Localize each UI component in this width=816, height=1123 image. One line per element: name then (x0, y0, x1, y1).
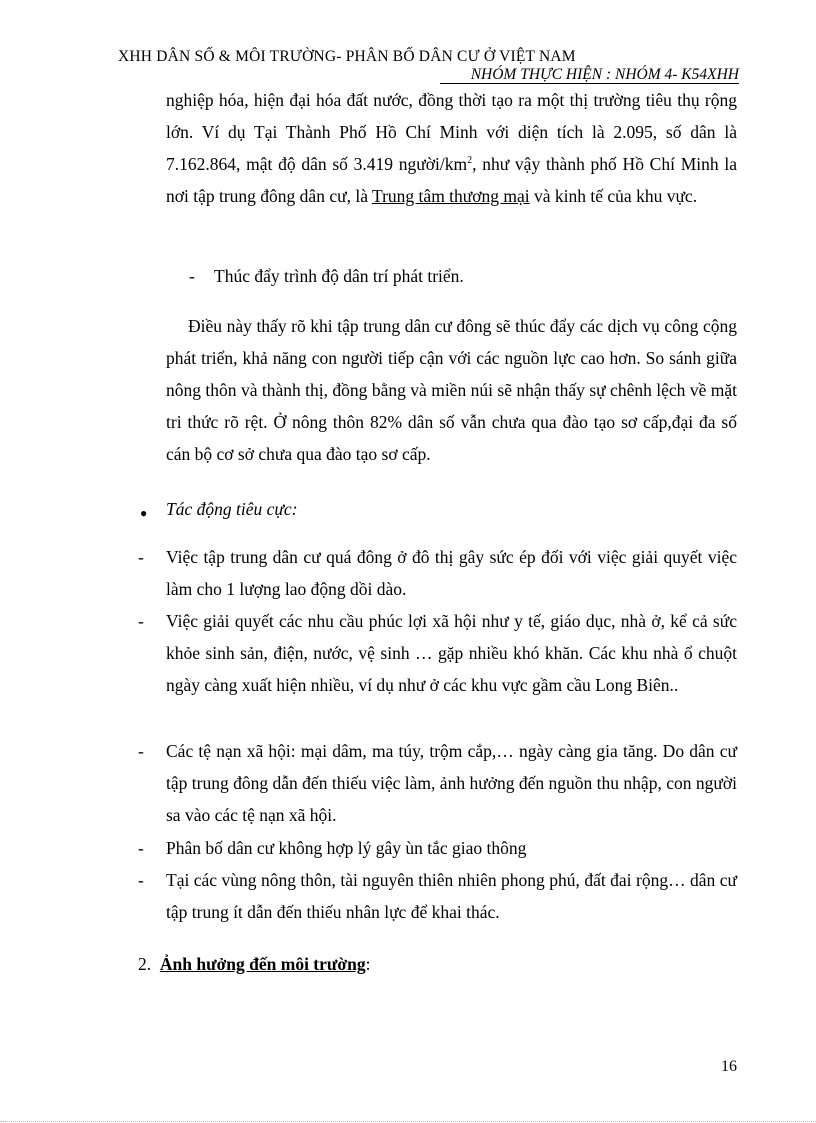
list-item: Phân bố dân cư không hợp lý gây ùn tắc giao thông (166, 838, 527, 858)
running-header-title: XHH DÂN SỐ & MÔI TRƯỜNG- PHÂN BỐ DÂN CƯ Ở VIỆT NAM (118, 48, 576, 65)
superscript: 2 (467, 155, 473, 167)
dash-marker: - (189, 266, 195, 286)
bullet-icon: ● (140, 506, 148, 520)
section-heading (138, 948, 370, 980)
list-dash: - (138, 611, 144, 631)
list-item: Việc giải quyết các nhu cầu phúc lợi xã hội như y tế, giáo dục, nhà ở, kể cả sức khỏe sinh sản, điện, nước, vệ sinh … gặp nhiều khó khăn. Các khu nhà ổ chuột ngày càng xuất hiện nhiều, ví dụ như ở các khu vực gầm cầu Long Biên.. (166, 611, 737, 695)
education-paragraph: Điều này thấy rõ khi tập trung dân cư đông sẽ thúc đẩy các dịch vụ công cộng phát triển, khả năng con người tiếp cận với các nguồn lực cao hơn. So sánh giữa nông thôn và thành thị, đồng bằng và miền núi sẽ nhận thấy sự chênh lệch về mặt tri thức rõ rệt. Ở nông thôn 82% dân số vẫn chưa qua đào tạo sơ cấp,đại đa số cán bộ cơ sở chưa qua đào tạo sơ cấp. (166, 316, 737, 464)
section-number: 2. (138, 954, 152, 974)
section-colon: : (365, 954, 371, 974)
intro-text: nghiệp hóa, hiện đại hóa đất nước, đồng thời tạo ra một thị trường tiêu thụ rộng lớn. Ví dụ Tại Thành Phố Hồ Chí Minh với diện tích là 2.095, số dân là 7.162.864, mật độ dân số 3.419 người/km (166, 90, 737, 174)
running-header-group: NHÓM THỰC HIỆN : NHÓM 4- K54XHH (470, 66, 739, 83)
trade-center-link[interactable]: Trung tâm thương mại (372, 186, 530, 206)
page-bottom-edge (0, 1121, 816, 1122)
list-item: Các tệ nạn xã hội: mại dâm, ma túy, trộm cắp,… ngày càng gia tăng. Do dân cư tập trung đông dẫn đến thiếu việc làm, ảnh hưởng đến nguồn thu nhập, con người sa vào các tệ nạn xã hội. (166, 741, 737, 825)
list-item: Tại các vùng nông thôn, tài nguyên thiên nhiên phong phú, đất đai rộng… dân cư tập trung ít dẫn đến thiếu nhân lực để khai thác. (166, 870, 737, 922)
intro-paragraph (166, 84, 737, 212)
intro-text-middle: , như vậy thành phố Hồ Chí Minh la nơi tập trung đông dân cư, là (166, 154, 737, 206)
negative-heading: Tác động tiêu cực: (166, 499, 298, 519)
list-dash: - (138, 870, 144, 890)
dash-item-text: Thúc đẩy trình độ dân trí phát triển. (214, 266, 464, 286)
page-number: 16 (721, 1058, 737, 1075)
list-dash: - (138, 547, 144, 567)
section-title: Ảnh hưởng đến môi trường (159, 954, 366, 974)
list-item: Việc tập trung dân cư quá đông ở đô thị gây sức ép đối với việc giải quyết việc làm cho 1 lượng lao động dồi dào. (166, 547, 737, 599)
list-dash: - (138, 838, 144, 858)
intro-text-end: và kinh tế của khu vực. (529, 186, 698, 206)
list-dash: - (138, 741, 144, 761)
